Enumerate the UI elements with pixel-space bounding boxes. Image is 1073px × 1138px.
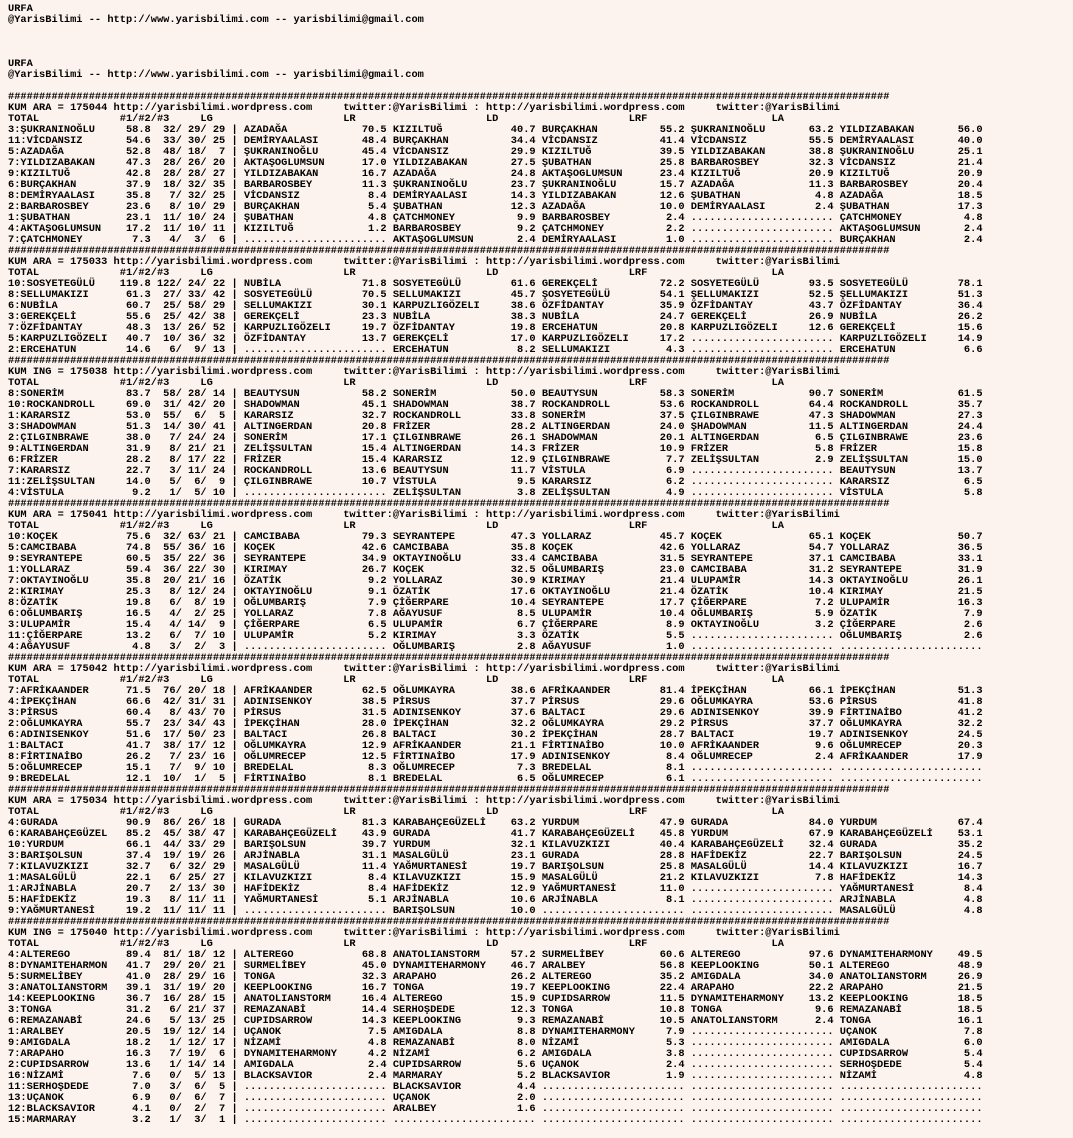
column-header-line: TOTAL #1/#2/#3 LG LR LD LRF LA bbox=[8, 520, 784, 532]
horse-row: 3:ULUPAMİR 15.4 4/ 14/ 9 | ÇİĞERPARE 6.5 ULUPAMİR 6.7 ÇİĞERPARE 8.9 OKTAYINOĞLU 3.2 ÇİĞERPARE 2.6 bbox=[8, 619, 983, 631]
horse-row: 11:ÇİĞERPARE 13.2 6/ 7/ 10 | ULUPAMİR 5.2 KIRIMAY 3.3 ÖZATİK 5.5 ....................... OĞLUMBARIŞ 2.6 bbox=[8, 630, 983, 642]
horse-row: 4:ALTEREGO 89.4 81/ 18/ 12 | ALTEREGO 68.8 ANATOLIANSTORM 57.2 SURMELİBEY 60.6 ALTEREGO 97.6 DYNAMITEHARMONY 49.5 bbox=[8, 949, 983, 961]
horse-row: 5:KARPUZLIGÖZELI 40.7 10/ 36/ 32 | ÖZFİDANTAY 13.7 GEREKÇELİ 17.0 KARPUZLIGÖZELI 17.2 ....................... KARPUZLIGÖZELI 14.9 bbox=[8, 333, 983, 345]
horse-row: 2:CUPIDSARROW 13.6 1/ 14/ 14 | AMIGDALA 2.4 CUPIDSARROW 5.6 UÇANOK 2.4 ....................... SERHOŞDEDE 5.4 bbox=[8, 1059, 983, 1071]
horse-row: 9:SEYRANTEPE 60.5 35/ 22/ 36 | SEYRANTEPE 34.9 OKTAYINOĞLU 33.4 CAMCIBABA 31.5 SEYRANTEPE 37.1 CAMCIBABA 33.1 bbox=[8, 553, 983, 565]
section-divider: ############################################################################################################################################## bbox=[8, 245, 890, 257]
section-divider: ############################################################################################################################################## bbox=[8, 784, 890, 796]
horse-row: 3:TONGA 31.2 6/ 21/ 37 | REMAZANABİ 14.4 SERHOŞDEDE 12.3 TONGA 10.8 TONGA 9.6 REMAZANABİ 18.5 bbox=[8, 1004, 983, 1016]
blank-line bbox=[8, 26, 1073, 37]
horse-row: 14:KEEPLOOKING 36.7 16/ 28/ 15 | ANATOLIANSTORM 16.4 ALTEREGO 15.9 CUPIDSARROW 11.5 DYNAMITEHARMONY 13.2 KEEPLOOKING 18.5 bbox=[8, 993, 983, 1005]
horse-row: 3:GEREKÇELİ 55.6 25/ 42/ 38 | GEREKÇELİ 23.3 NUBİLA 38.3 NUBİLA 24.7 GEREKÇELİ 26.9 NUBİLA 26.2 bbox=[8, 311, 983, 323]
horse-row: 8:DEMİRYAALASI 35.8 7/ 32/ 25 | VİCDANSIZ 8.4 DEMİRYAALASI 14.3 YILDIZABAKAN 12.6 ŞUBATHAN 4.8 AZADAĞA 18.5 bbox=[8, 190, 983, 202]
horse-row: 9:KIZILTUĞ 42.8 28/ 28/ 27 | YILDIZABAKAN 16.7 AZADAĞA 24.8 AKTAŞOGLUMSUN 23.4 KIZILTUĞ 20.9 KIZILTUĞ 20.9 bbox=[8, 168, 983, 180]
horse-row: 7:ARAPAHO 16.3 7/ 19/ 6 | DYNAMITEHARMONY 4.2 NİZAMİ 6.2 AMIGDALA 3.8 ....................... CUPIDSARROW 5.4 bbox=[8, 1048, 983, 1060]
horse-row: 9:AMIGDALA 18.2 1/ 12/ 17 | NİZAMİ 4.8 REMAZANABİ 8.0 NİZAMİ 5.3 ....................... AMIGDALA 6.0 bbox=[8, 1037, 983, 1049]
horse-row: 1:ARALBEY 20.5 19/ 12/ 14 | UÇANOK 7.5 AMIGDALA 8.8 DYNAMITEHARMONY 7.9 ....................... UÇANOK 7.8 bbox=[8, 1026, 983, 1038]
horse-row: 15:MARMARAY 3.2 1/ 3/ 1 | ....................... ....................... ....................... ....................... ....................... bbox=[8, 1114, 983, 1126]
section-divider: ############################################################################################################################################## bbox=[8, 652, 890, 664]
horse-row: 12:BLACKSAVIOR 4.1 0/ 2/ 7 | ....................... ARALBEY 1.6 ....................... ....................... ....................... bbox=[8, 1103, 983, 1115]
horse-row: 1:BALTACI 41.7 38/ 17/ 12 | OĞLUMKAYRA 12.9 AFRİKAANDER 21.1 FİRTINAİBO 10.0 AFRİKAANDER 9.6 OĞLUMRECEP 20.3 bbox=[8, 740, 983, 752]
horse-row: 8:SONERİM 83.7 58/ 28/ 14 | BEAUTYSUN 58.2 SONERİM 50.0 BEAUTYSUN 58.3 SONERİM 90.7 SONERİM 61.5 bbox=[8, 388, 983, 400]
horse-row: 9:BREDELAL 12.1 10/ 1/ 5 | FİRTINAİBO 8.1 BREDELAL 6.5 OĞLUMRECEP 6.1 ....................... ....................... bbox=[8, 773, 983, 785]
horse-row: 8:ÖZATİK 19.8 6/ 8/ 19 | OĞLUMBARIŞ 7.9 ÇİĞERPARE 10.4 SEYRANTEPE 17.7 ÇİĞERPARE 7.2 ULUPAMİR 16.3 bbox=[8, 597, 983, 609]
column-header-line: TOTAL #1/#2/#3 LG LR LD LRF LA bbox=[8, 806, 784, 818]
horse-row: 1:MASALGÜLÜ 22.1 6/ 25/ 27 | KILAVUZKIZI 8.4 KILAVUZKIZI 15.9 MASALGÜLÜ 21.2 KILAVUZKIZI 7.8 HAFİDEKİZ 14.3 bbox=[8, 872, 983, 884]
horse-row: 6:KARABAHÇEGÜZEL 85.2 45/ 38/ 47 | KARABAHÇEGÜZELİ 43.9 GURADA 41.7 KARABAHÇEGÜZELİ 45.8 YURDUM 67.9 KARABAHÇEGÜZELİ 53.1 bbox=[8, 828, 983, 840]
horse-row: 6:OĞLUMBARIŞ 16.5 4/ 2/ 25 | YOLLARAZ 7.8 AĞAYUSUF 8.5 ULUPAMİR 10.4 OĞLUMBARIŞ 5.9 ÖZATİK 7.9 bbox=[8, 608, 983, 620]
horse-row: 6:REMAZANABİ 24.6 5/ 13/ 25 | CUPIDSARROW 14.3 KEEPLOOKING 9.3 REMAZANABİ 10.5 ANATOLIANSTORM 2.4 TONGA 16.1 bbox=[8, 1015, 983, 1027]
horse-row: 3:BARIŞOLSUN 37.4 19/ 19/ 26 | ARJİNABLA 31.1 MASALGÜLÜ 23.1 GURADA 28.8 HAFİDEKİZ 22.7 BARIŞOLSUN 24.5 bbox=[8, 850, 983, 862]
horse-row: 7:YILDIZABAKAN 47.3 28/ 26/ 20 | AKTAŞOGLUMSUN 17.0 YILDIZABAKAN 27.5 ŞUBATHAN 25.8 BARBAROSBEY 32.3 VİCDANSIZ 21.4 bbox=[8, 157, 983, 169]
horse-row: 16:NİZAMİ 7.6 0/ 5/ 13 | BLACKSAVIOR 2.4 MARMARAY 5.2 BLACKSAVIOR 1.9 ....................... NİZAMİ 4.8 bbox=[8, 1070, 983, 1082]
horse-row: 2:KIRIMAY 25.3 8/ 12/ 24 | OKTAYINOĞLU 9.1 ÖZATİK 17.6 OKTAYINOĞLU 21.4 ÖZATİK 10.4 KIRIMAY 21.5 bbox=[8, 586, 983, 598]
section-divider: ############################################################################################################################################## bbox=[8, 355, 890, 367]
horse-row: 4:AĞAYUSUF 4.8 3/ 2/ 3 | ....................... OĞLUMBARIŞ 2.8 AĞAYUSUF 1.0 ....................... ....................... bbox=[8, 641, 983, 653]
horse-row: 8:FİRTINAİBO 26.2 7/ 23/ 16 | OĞLUMRECEP 12.5 FİRTINAİBO 17.9 ADINISENKOY 8.4 OĞLUMRECEP 2.4 AFRİKAANDER 17.9 bbox=[8, 751, 983, 763]
horse-row: 13:UÇANOK 6.9 0/ 6/ 7 | ....................... UÇANOK 2.0 ....................... ....................... ....................... bbox=[8, 1092, 983, 1104]
horse-row: 7:KILAVUZKIZI 32.7 6/ 32/ 29 | MASALGÜLÜ 11.4 YAĞMURTANESİ 19.7 BARIŞOLSUN 25.8 MASALGÜLÜ 14.4 KILAVUZKIZI 16.7 bbox=[8, 861, 983, 873]
horse-row: 1:YOLLARAZ 59.4 36/ 22/ 30 | KIRIMAY 26.7 KOÇEK 32.5 OĞLUMBARIŞ 23.0 CAMCIBABA 31.2 SEYRANTEPE 31.9 bbox=[8, 564, 983, 576]
race-header-line: KUM ING = 175040 http://yarisbilimi.wordpress.com twitter:@YarisBilimi : http://yarisbilimi.wordpress.com twitter:@YarisBilimi bbox=[8, 927, 840, 939]
horse-row: 7:AFRİKAANDER 71.5 76/ 20/ 18 | AFRİKAANDER 62.5 OĞLUMKAYRA 38.6 AFRİKAANDER 81.4 İPEKÇİHAN 66.1 İPEKÇİHAN 51.3 bbox=[8, 685, 983, 697]
venue-title: URFA bbox=[8, 58, 33, 70]
horse-row: 8:SELLUMAKIZI 61.3 27/ 33/ 42 | SOSYETEGÜLÜ 70.5 SELLUMAKIZI 45.7 ŞOSYETEGÜLÜ 54.1 ŞELLUMAKIZI 52.5 ŞELLUMAKIZI 51.3 bbox=[8, 289, 983, 301]
horse-row: 3:ŞUKRANINOĞLU 58.8 32/ 29/ 29 | AZADAĞA 70.5 KIZILTUĞ 40.7 BURÇAKHAN 55.2 ŞUKRANINOĞLU 63.2 YILDIZABAKAN 56.0 bbox=[8, 124, 983, 136]
horse-row: 7:KARARSIZ 22.7 3/ 11/ 24 | ROCKANDROLL 13.6 BEAUTYSUN 11.7 VİSTULA 6.9 ....................... BEAUTYSUN 13.7 bbox=[8, 465, 983, 477]
venue-title: URFA bbox=[8, 3, 33, 15]
column-header-line: TOTAL #1/#2/#3 LG LR LD LRF LA bbox=[8, 377, 784, 389]
horse-row: 3:ANATOLIANSTORM 39.1 31/ 19/ 20 | KEEPLOOKING 16.7 TONGA 19.7 KEEPLOOKING 22.4 ARAPAHO 22.2 ARAPAHO 21.5 bbox=[8, 982, 983, 994]
horse-row: 5:OĞLUMRECEP 15.1 7/ 9/ 10 | BREDELAL 8.3 OĞLUMRECEP 7.3 BREDELAL 8.1 ....................... ....................... bbox=[8, 762, 983, 774]
horse-row: 10:ROCKANDROLL 69.0 31/ 42/ 20 | SHADOWMAN 45.1 SHADOWMAN 38.7 ROCKANDROLL 53.6 ROCKANDROLL 64.4 ROCKANDROLL 35.7 bbox=[8, 399, 983, 411]
contact-line: @YarisBilimi -- http://www.yarisbilimi.com -- yarisbilimi@gmail.com bbox=[8, 14, 424, 26]
horse-row: 1:ARJİNABLA 20.7 2/ 13/ 30 | HAFİDEKİZ 8.4 HAFİDEKİZ 12.9 YAĞMURTANESİ 11.0 ....................... YAĞMURTANESİ 8.4 bbox=[8, 883, 983, 895]
horse-row: 9:ALTINGERDAN 31.9 8/ 21/ 21 | ZELİŞSULTAN 15.4 ALTINGERDAN 14.3 FRİZER 10.9 FRİZER 5.8 FRİZER 15.8 bbox=[8, 443, 983, 455]
race-header-line: KUM ARA = 175033 http://yarisbilimi.wordpress.com twitter:@YarisBilimi : http://yarisbilimi.wordpress.com twitter:@YarisBilimi bbox=[8, 256, 840, 268]
horse-row: 11:ZELİŞSULTAN 14.0 5/ 6/ 9 | ÇILGINBRAWE 10.7 VİSTULA 9.5 KARARSIZ 6.2 ....................... KARARSIZ 6.5 bbox=[8, 476, 983, 488]
horse-row: 1:KARARSIZ 53.0 55/ 6/ 5 | KARARSIZ 32.7 ROCKANDROLL 33.8 SONERİM 37.5 ÇILGINBRAWE 47.3 SHADOWMAN 27.3 bbox=[8, 410, 983, 422]
horse-row: 5:HAFİDEKİZ 19.3 8/ 11/ 11 | YAĞMURTANESİ 5.1 ARJİNABLA 10.6 ARJİNABLA 8.1 ....................... ARJİNABLA 4.8 bbox=[8, 894, 983, 906]
contact-line: @YarisBilimi -- http://www.yarisbilimi.com -- yarisbilimi@gmail.com bbox=[8, 69, 424, 81]
horse-row: 5:CAMCIBABA 74.8 55/ 36/ 16 | KOÇEK 42.6 CAMCIBABA 35.8 KOÇEK 42.6 YOLLARAZ 54.7 YOLLARAZ 36.5 bbox=[8, 542, 983, 554]
horse-row: 1:ŞUBATHAN 23.1 11/ 10/ 24 | ŞUBATHAN 4.8 ÇATCHMONEY 9.9 BARBAROSBEY 2.4 ....................... ÇATCHMONEY 4.8 bbox=[8, 212, 983, 224]
horse-row: 11:SERHOŞDEDE 7.0 3/ 6/ 5 | ....................... BLACKSAVIOR 4.4 ....................... ....................... ....................... bbox=[8, 1081, 983, 1093]
race-header-line: KUM ARA = 175042 http://yarisbilimi.wordpress.com twitter:@YarisBilimi : http://yarisbilimi.wordpress.com twitter:@YarisBilimi bbox=[8, 663, 840, 675]
horse-row: 4:AKTAŞOGLUMSUN 17.2 11/ 10/ 11 | KIZILTUĞ 1.2 BARBAROSBEY 9.2 ÇATCHMONEY 2.2 ....................... AKTAŞOGLUMSUN 2.4 bbox=[8, 223, 983, 235]
horse-row: 2:ERCEHATUN 14.6 6/ 9/ 13 | ....................... ERCEHATUN 8.2 SELLUMAKIZI 4.3 ....................... ERCEHATUN 6.6 bbox=[8, 344, 983, 356]
horse-row: 2:BARBAROSBEY 23.6 8/ 10/ 29 | BURÇAKHAN 5.4 ŞUBATHAN 12.3 AZADAĞA 10.0 DEMİRYAALASI 2.4 ŞUBATHAN 17.3 bbox=[8, 201, 983, 213]
horse-row: 2:OĞLUMKAYRA 55.7 23/ 34/ 43 | İPEKÇİHAN 28.0 İPEKÇİHAN 32.2 OĞLUMKAYRA 29.2 PİRSUS 37.7 OĞLUMKAYRA 32.2 bbox=[8, 718, 983, 730]
section-divider: ############################################################################################################################################## bbox=[8, 498, 890, 510]
horse-row: 4:İPEKÇİHAN 66.6 42/ 31/ 31 | ADINISENKOY 38.5 PİRSUS 37.7 PİRSUS 29.6 OĞLUMKAYRA 53.6 PİRSUS 41.8 bbox=[8, 696, 983, 708]
horse-row: 6:ADINISENKOY 51.6 17/ 50/ 23 | BALTACI 26.8 BALTACI 30.2 İPEKÇİHAN 28.7 BALTACI 19.7 ADINISENKOY 24.5 bbox=[8, 729, 983, 741]
horse-row: 2:ÇILGINBRAWE 38.0 7/ 24/ 24 | SONERİM 17.1 ÇILGINBRAWE 26.1 SHADOWMAN 20.1 ALTINGERDAN 6.5 ÇILGINBRAWE 23.6 bbox=[8, 432, 983, 444]
race-header-line: KUM ING = 175038 http://yarisbilimi.wordpress.com twitter:@YarisBilimi : http://yarisbilimi.wordpress.com twitter:@YarisBilimi bbox=[8, 366, 840, 378]
column-header-line: TOTAL #1/#2/#3 LG LR LD LRF LA bbox=[8, 938, 784, 950]
horse-row: 3:SHADOWMAN 51.3 14/ 30/ 41 | ALTINGERDAN 20.8 FRİZER 28.2 ALTINGERDAN 24.0 ŞHADOWMAN 11.5 ALTINGERDAN 24.4 bbox=[8, 421, 983, 433]
race-header-line: KUM ARA = 175044 http://yarisbilimi.wordpress.com twitter:@YarisBilimi : http://yarisbilimi.wordpress.com twitter:@YarisBilimi bbox=[8, 102, 840, 114]
column-header-line: TOTAL #1/#2/#3 LG LR LD LRF LA bbox=[8, 267, 784, 279]
race-header-line: KUM ARA = 175041 http://yarisbilimi.wordpress.com twitter:@YarisBilimi : http://yarisbilimi.wordpress.com twitter:@YarisBilimi bbox=[8, 509, 840, 521]
race-header-line: KUM ARA = 175034 http://yarisbilimi.wordpress.com twitter:@YarisBilimi : http://yarisbilimi.wordpress.com twitter:@YarisBilimi bbox=[8, 795, 840, 807]
horse-row: 7:OKTAYINOĞLU 35.8 20/ 21/ 16 | ÖZATİK 9.2 YOLLARAZ 30.9 KIRIMAY 21.4 ULUPAMİR 14.3 OKTAYINOĞLU 26.1 bbox=[8, 575, 983, 587]
horse-row: 6:NUBİLA 60.7 25/ 58/ 29 | SELLUMAKIZI 30.1 KARPUZLIGÖZELI 38.6 ÖZFİDANTAY 35.9 ÖZFİDANTAY 43.7 ÖZFİDANTAY 36.4 bbox=[8, 300, 983, 312]
horse-row: 6:BURÇAKHAN 37.9 18/ 32/ 35 | BARBAROSBEY 11.3 ŞUKRANINOĞLU 23.7 ŞUKRANINOĞLU 15.7 AZADAĞA 11.3 BARBAROSBEY 20.4 bbox=[8, 179, 983, 191]
horse-row: 10:KOÇEK 75.6 32/ 63/ 21 | CAMCIBABA 79.3 SEYRANTEPE 47.3 YOLLARAZ 45.7 KOÇEK 65.1 KOÇEK 50.7 bbox=[8, 531, 983, 543]
column-header-line: TOTAL #1/#2/#3 LG LR LD LRF LA bbox=[8, 674, 784, 686]
horse-row: 3:PİRSUS 60.4 8/ 43/ 70 | PİRSUS 31.5 ADINISENKOY 37.6 BALTACI 29.6 ADINISENKOY 39.9 FİRTINAİBO 41.2 bbox=[8, 707, 983, 719]
horse-row: 6:FRİZER 28.2 8/ 17/ 22 | FRİZER 15.4 KARARSIZ 12.9 ÇILGINBRAWE 7.7 ZELİŞSULTAN 2.9 ZELİŞSULTAN 15.0 bbox=[8, 454, 983, 466]
horse-row: 10:YURDUM 66.1 44/ 33/ 29 | BARIŞOLSUN 39.7 YURDUM 32.1 KILAVUZKIZI 40.4 KARABAHÇEGÜZELİ 32.4 GURADA 35.2 bbox=[8, 839, 983, 851]
section-divider: ############################################################################################################################################## bbox=[8, 916, 890, 928]
horse-row: 7:ÇATCHMONEY 7.3 4/ 3/ 6 | ....................... AKTAŞOGLUMSUN 2.4 DEMİRYAALASI 1.0 ....................... BURÇAKHAN 2.4 bbox=[8, 234, 983, 246]
horse-row: 7:ÖZFİDANTAY 48.3 13/ 26/ 52 | KARPUZLIGÖZELI 19.7 ÖZFİDANTAY 19.8 ERCEHATUN 20.8 KARPUZLIGÖZELI 12.6 GEREKÇELİ 15.6 bbox=[8, 322, 983, 334]
horse-row: 8:DYNAMITEHARMON 41.7 29/ 20/ 21 | SURMELİBEY 45.0 DYNAMITEHARMONY 46.7 ARALBEY 56.8 KEEPLOOKING 50.1 ALTEREGO 48.9 bbox=[8, 960, 983, 972]
blank-line bbox=[8, 48, 1073, 59]
column-header-line: TOTAL #1/#2/#3 LG LR LD LRF LA bbox=[8, 113, 784, 125]
horse-row: 4:GURADA 90.9 86/ 26/ 18 | GURADA 81.3 KARABAHÇEGÜZELİ 63.2 YURDUM 47.9 GURADA 84.0 YURDUM 67.4 bbox=[8, 817, 983, 829]
horse-row: 10:SOSYETEGÜLÜ 119.8 122/ 24/ 22 | NUBİLA 71.8 SOSYETEGÜLÜ 61.6 GEREKÇELİ 72.2 SOSYETEGÜLÜ 93.5 SOSYETEGÜLÜ 78.1 bbox=[8, 278, 983, 290]
horse-row: 11:VİCDANSIZ 54.6 33/ 30/ 25 | DEMİRYAALASI 48.4 BURÇAKHAN 34.4 VİCDANSIZ 41.4 VİCDANSIZ 55.5 DEMİRYAALASI 40.0 bbox=[8, 135, 983, 147]
horse-row: 5:SURMELİBEY 41.0 28/ 29/ 16 | TONGA 32.3 ARAPAHO 26.2 ALTEREGO 35.2 AMIGDALA 34.0 ANATOLIANSTORM 26.9 bbox=[8, 971, 983, 983]
horse-row: 9:YAĞMURTANESİ 19.2 11/ 11/ 11 | ....................... BARIŞOLSUN 10.0 ....................... ....................... MASALGÜLÜ 4.8 bbox=[8, 905, 983, 917]
section-divider: ############################################################################################################################################## bbox=[8, 91, 890, 103]
blank-line bbox=[8, 37, 1073, 48]
horse-row: 4:VİSTULA 9.2 1/ 5/ 10 | ....................... ZELİŞSULTAN 3.8 ZELİŞSULTAN 4.9 ....................... VİSTULA 5.8 bbox=[8, 487, 983, 499]
horse-row: 5:AZADAĞA 52.8 48/ 18/ 7 | ŞUKRANINOĞLU 45.4 VİCDANSIZ 29.9 KIZILTUĞ 39.5 YILDIZABAKAN 38.8 ŞUKRANINOĞLU 25.1 bbox=[8, 146, 983, 158]
